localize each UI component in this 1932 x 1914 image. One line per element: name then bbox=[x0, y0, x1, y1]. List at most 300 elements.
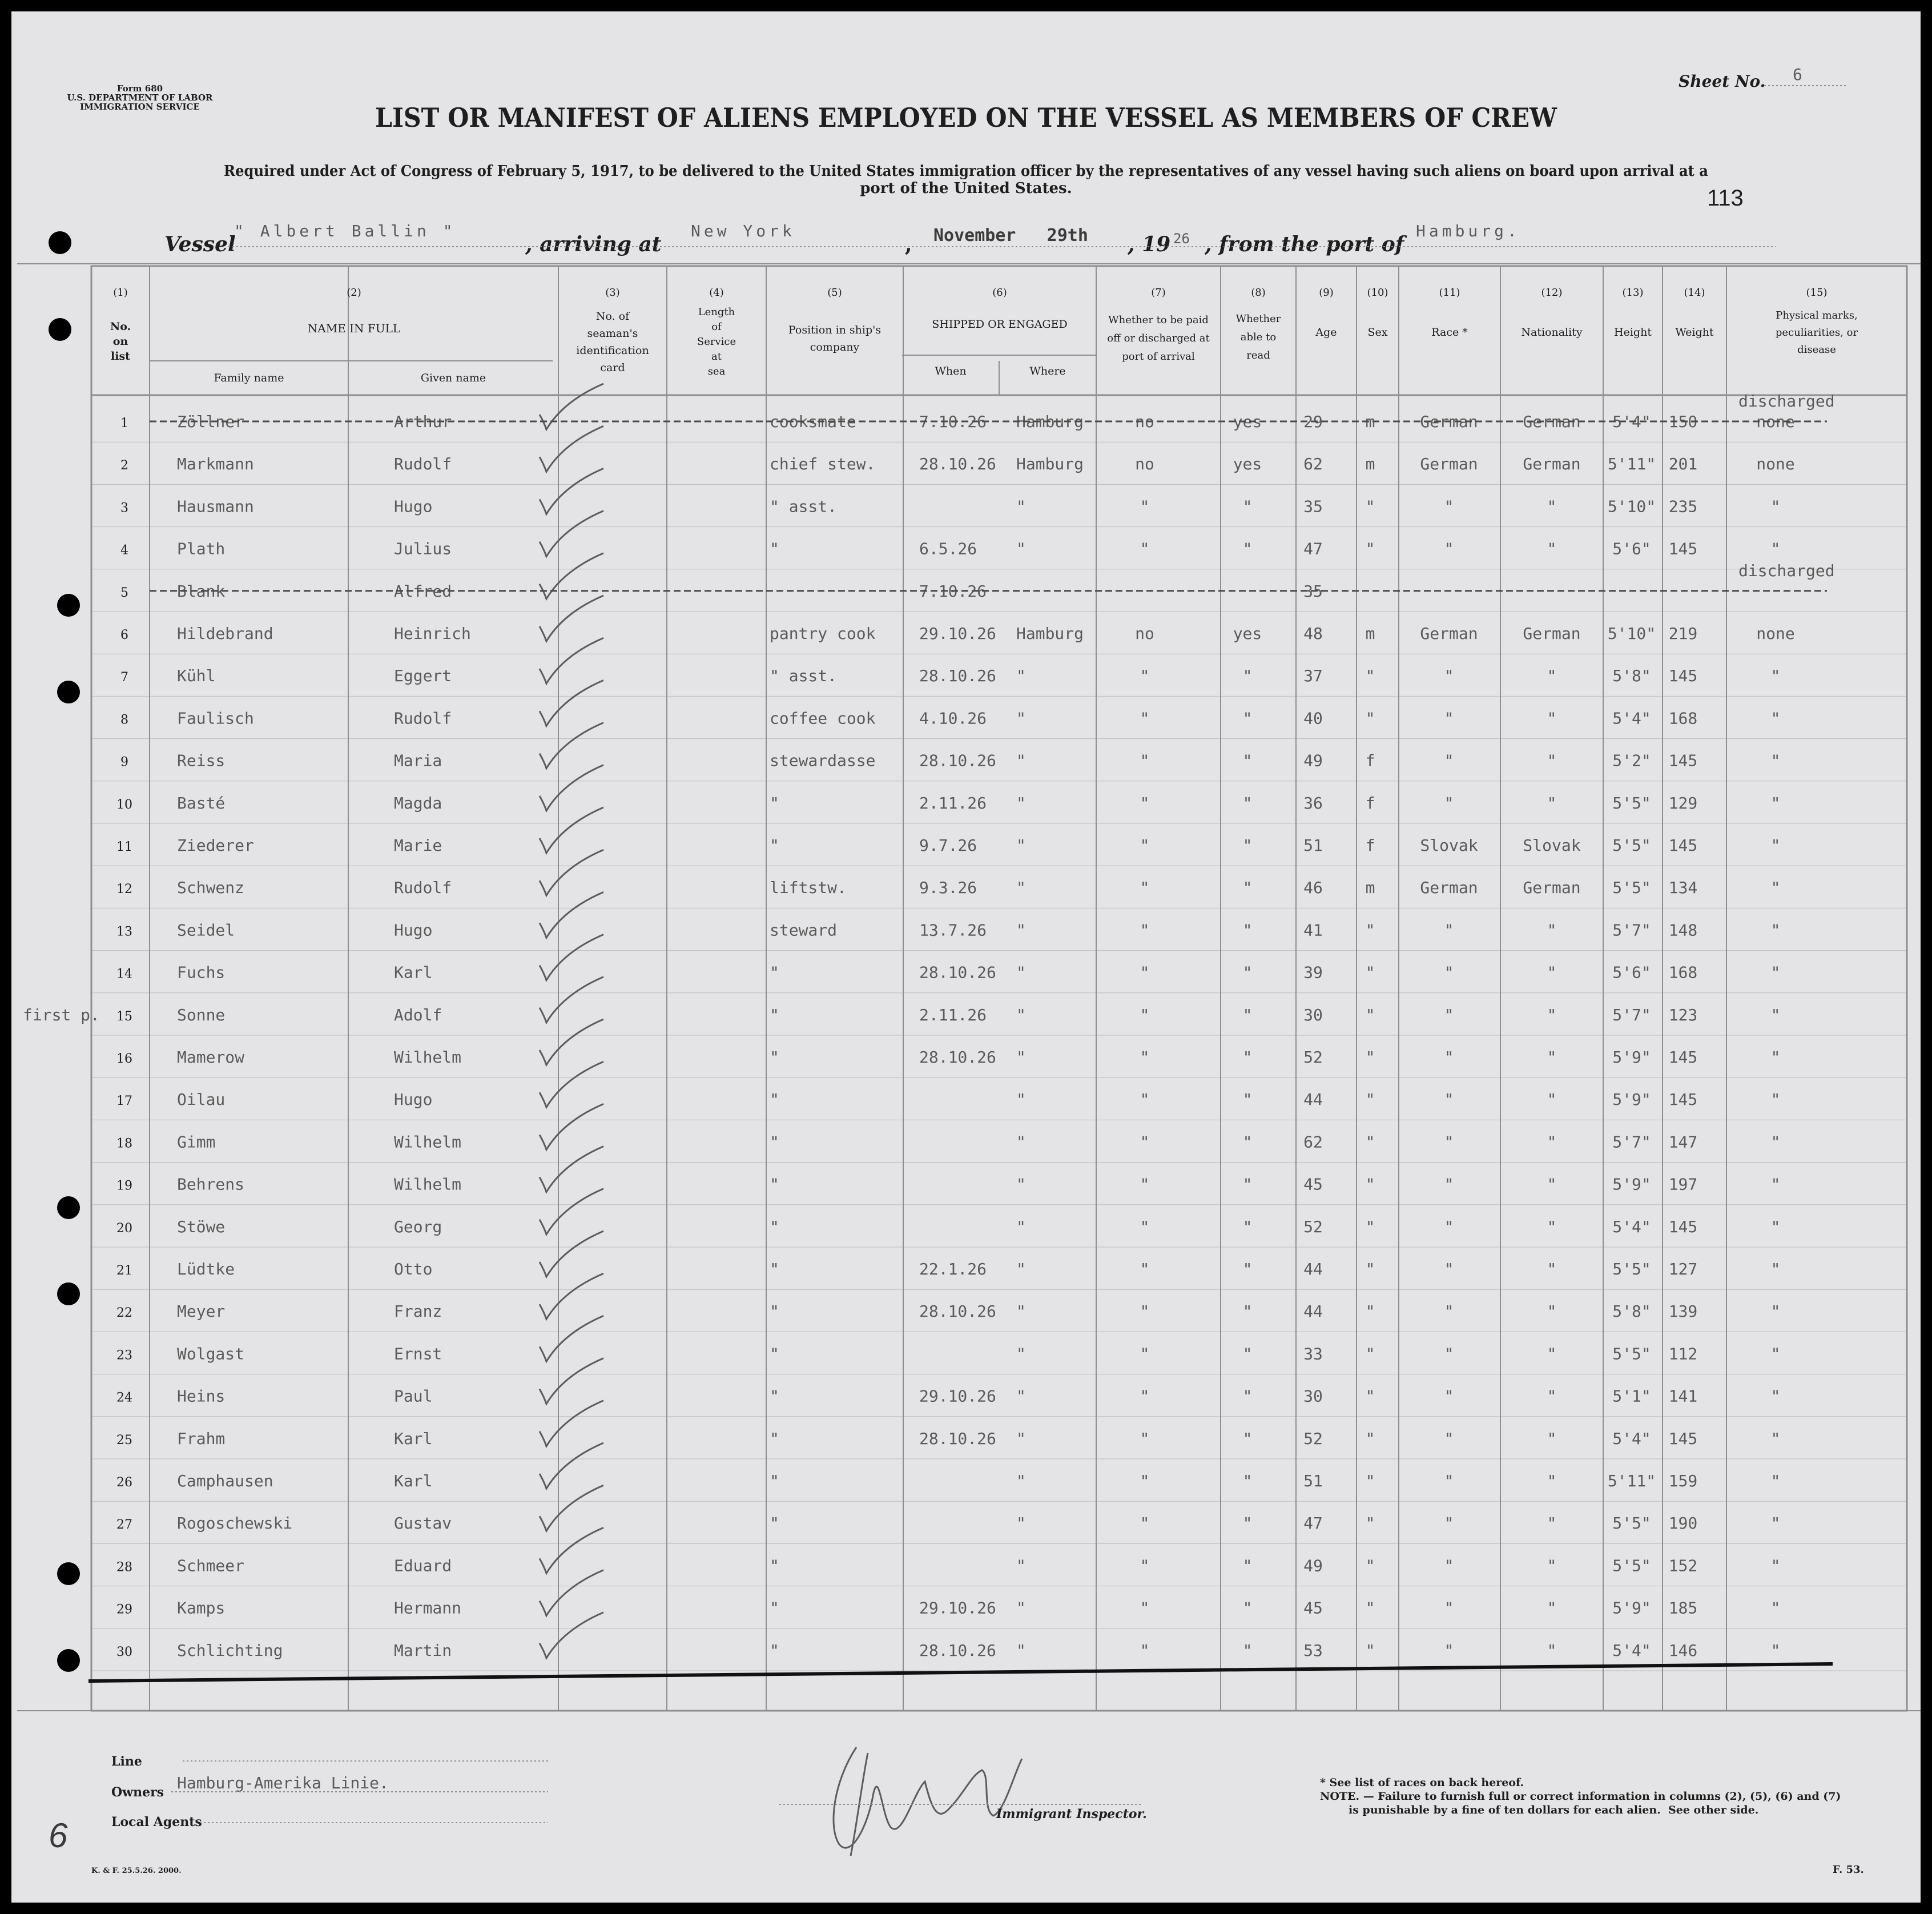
local-agents-label: Local Agents bbox=[111, 1815, 202, 1829]
cell-where: " bbox=[1016, 878, 1026, 898]
cell-where: " bbox=[1016, 1429, 1026, 1448]
cell-race: " bbox=[1444, 1556, 1454, 1575]
cell-paid: " bbox=[1140, 1556, 1150, 1575]
binder-hole bbox=[57, 1562, 80, 1585]
cell-marks: " bbox=[1770, 1175, 1781, 1194]
cell-weight: 145 bbox=[1668, 1090, 1698, 1109]
cell-paid: " bbox=[1140, 920, 1150, 940]
cell-given: Ernst bbox=[394, 1344, 442, 1364]
cell-sex: m bbox=[1365, 624, 1375, 643]
cell-read: " bbox=[1242, 1048, 1253, 1067]
row-number: 21 bbox=[116, 1264, 132, 1278]
cell-height: 5'5" bbox=[1612, 1556, 1651, 1575]
cell-given: Wilhelm bbox=[394, 1048, 462, 1067]
cell-race: " bbox=[1444, 666, 1454, 686]
cell-nationality: " bbox=[1547, 1217, 1557, 1236]
cell-race: " bbox=[1444, 1386, 1454, 1406]
cell-race: " bbox=[1444, 1090, 1454, 1109]
cell-age: 30 bbox=[1303, 1005, 1323, 1024]
row-number: 13 bbox=[116, 924, 132, 939]
cell-age: 49 bbox=[1303, 1556, 1323, 1575]
cell-sex: " bbox=[1365, 1217, 1375, 1236]
cell-nationality: " bbox=[1547, 793, 1557, 813]
header-c11: Race * bbox=[1431, 326, 1468, 339]
cell-age: 48 bbox=[1303, 624, 1323, 643]
cell-read: " bbox=[1242, 666, 1253, 686]
cell-weight: 185 bbox=[1668, 1598, 1698, 1618]
cell-family: Behrens bbox=[177, 1175, 245, 1194]
cell-height: 5'1" bbox=[1612, 1386, 1651, 1406]
cell-weight: 139 bbox=[1668, 1302, 1698, 1321]
header-c5-num: (5) bbox=[827, 287, 842, 299]
cell-read: yes bbox=[1233, 412, 1262, 431]
cell-where: " bbox=[1016, 1090, 1026, 1109]
header-c14-num: (14) bbox=[1684, 287, 1705, 299]
cell-marks: " bbox=[1770, 793, 1781, 813]
row-number: 28 bbox=[116, 1560, 132, 1575]
cell-family: Blank bbox=[177, 581, 226, 601]
cell-given: Hugo bbox=[394, 920, 433, 940]
cell-paid: " bbox=[1140, 836, 1150, 855]
cell-paid: " bbox=[1140, 1514, 1150, 1533]
cell-position: " bbox=[770, 1556, 779, 1575]
cell-race: German bbox=[1420, 412, 1478, 431]
row-number: 7 bbox=[120, 670, 128, 685]
cell-when: 28.10.26 bbox=[919, 1640, 996, 1660]
cell-paid: " bbox=[1140, 1048, 1150, 1067]
cell-paid: no bbox=[1135, 624, 1154, 643]
year-suffix: 26 bbox=[1173, 231, 1190, 247]
cell-where: Hamburg bbox=[1016, 624, 1084, 643]
discharged-note: discharged bbox=[1738, 561, 1835, 580]
cell-family: Camphausen bbox=[177, 1471, 273, 1490]
cell-sex: " bbox=[1365, 1005, 1375, 1024]
cell-paid: " bbox=[1140, 878, 1150, 898]
row-number: 11 bbox=[116, 840, 132, 854]
header-c4: Length of Service at sea bbox=[697, 306, 736, 377]
cell-race: " bbox=[1444, 1132, 1454, 1152]
cell-nationality: German bbox=[1523, 878, 1581, 898]
cell-paid: " bbox=[1140, 709, 1150, 728]
service: IMMIGRATION SERVICE bbox=[80, 102, 200, 112]
header-c12-num: (12) bbox=[1541, 287, 1563, 299]
arrival-port: New York bbox=[691, 222, 795, 240]
row-number: 8 bbox=[120, 713, 128, 727]
cell-nationality: " bbox=[1547, 1132, 1557, 1152]
cell-height: 5'4" bbox=[1612, 412, 1651, 431]
cell-read: " bbox=[1242, 1260, 1253, 1278]
cell-given: Georg bbox=[394, 1217, 442, 1236]
cell-age: 35 bbox=[1303, 581, 1323, 601]
cell-nationality: " bbox=[1547, 1260, 1557, 1278]
cell-sex: " bbox=[1365, 1260, 1375, 1278]
fine-note-2: is punishable by a fine of ten dollars for each alien. See other side. bbox=[1349, 1804, 1759, 1816]
cell-height: 5'8" bbox=[1612, 1302, 1651, 1321]
cell-nationality: " bbox=[1547, 497, 1557, 516]
cell-sex: m bbox=[1365, 412, 1375, 431]
cell-nationality: " bbox=[1547, 963, 1557, 982]
cell-paid: " bbox=[1140, 1217, 1150, 1236]
cell-given: Wilhelm bbox=[394, 1175, 462, 1194]
cell-height: 5'11" bbox=[1607, 455, 1656, 474]
cell-race: German bbox=[1420, 624, 1478, 643]
binder-hole bbox=[49, 231, 71, 254]
cell-weight: 197 bbox=[1668, 1175, 1698, 1194]
cell-family: Oilau bbox=[177, 1090, 226, 1109]
header-c11-num: (11) bbox=[1439, 287, 1460, 299]
header-c6-where: Where bbox=[1029, 365, 1066, 377]
cell-family: Ziederer bbox=[177, 836, 254, 855]
cell-family: Reiss bbox=[177, 751, 226, 770]
cell-position: " bbox=[770, 1344, 779, 1364]
cell-read: " bbox=[1242, 751, 1253, 770]
cell-weight: 145 bbox=[1668, 1429, 1698, 1448]
owners-label: Owners bbox=[111, 1785, 164, 1800]
cell-when: 29.10.26 bbox=[919, 1386, 996, 1406]
cell-given: Gustav bbox=[394, 1514, 452, 1533]
cell-read: " bbox=[1242, 1132, 1253, 1152]
header-c2: NAME IN FULL bbox=[307, 321, 401, 335]
cell-sex: " bbox=[1365, 1344, 1375, 1364]
cell-where: " bbox=[1016, 666, 1026, 686]
cell-marks: " bbox=[1770, 963, 1781, 982]
cell-nationality: Slovak bbox=[1523, 836, 1581, 855]
cell-weight: 148 bbox=[1668, 920, 1698, 940]
cell-marks: " bbox=[1770, 1640, 1781, 1660]
cell-position: " asst. bbox=[770, 497, 838, 516]
row-number: 17 bbox=[116, 1094, 132, 1109]
cell-sex: f bbox=[1365, 793, 1375, 813]
cell-given: Adolf bbox=[394, 1005, 442, 1024]
cell-nationality: " bbox=[1547, 539, 1557, 558]
cell-nationality: " bbox=[1547, 751, 1557, 770]
cell-weight: 190 bbox=[1668, 1514, 1698, 1533]
cell-age: 51 bbox=[1303, 1471, 1323, 1490]
cell-age: 47 bbox=[1303, 539, 1323, 558]
header-c1-num: (1) bbox=[113, 287, 128, 299]
cell-paid: " bbox=[1140, 1344, 1150, 1364]
cell-read: " bbox=[1242, 1175, 1253, 1194]
cell-race: " bbox=[1444, 1514, 1454, 1533]
cell-given: Hermann bbox=[394, 1598, 462, 1618]
cell-paid: " bbox=[1140, 1260, 1150, 1278]
cell-given: Franz bbox=[394, 1302, 442, 1321]
cell-race: " bbox=[1444, 709, 1454, 728]
cell-height: 5'4" bbox=[1612, 1429, 1651, 1448]
row-number: 4 bbox=[120, 543, 128, 558]
owners-value: Hamburg-Amerika Linie. bbox=[177, 1774, 389, 1792]
sheet-number: 6 bbox=[1793, 65, 1802, 84]
cell-given: Marie bbox=[394, 836, 442, 855]
cell-family: Stöwe bbox=[177, 1217, 226, 1236]
cell-marks: " bbox=[1770, 1302, 1781, 1321]
cell-height: 5'5" bbox=[1612, 793, 1651, 813]
cell-where: " bbox=[1016, 1598, 1026, 1618]
department: U.S. DEPARTMENT OF LABOR bbox=[67, 93, 213, 103]
from-port-label: , from the port of bbox=[1205, 232, 1404, 256]
cell-position: " bbox=[770, 1090, 779, 1109]
cell-family: Schlichting bbox=[177, 1640, 283, 1660]
cell-where: " bbox=[1016, 1556, 1026, 1575]
header-c6: SHIPPED OR ENGAGED bbox=[932, 318, 1068, 331]
cell-nationality: German bbox=[1523, 455, 1581, 474]
cell-position: " bbox=[770, 1048, 779, 1067]
row-number: 10 bbox=[116, 797, 132, 812]
cell-family: Lüdtke bbox=[177, 1260, 235, 1278]
header-c7-num: (7) bbox=[1151, 287, 1166, 299]
cell-weight: 112 bbox=[1668, 1344, 1698, 1364]
row-number: 15 bbox=[116, 1009, 132, 1024]
binder-hole bbox=[49, 318, 71, 341]
cell-race: " bbox=[1444, 920, 1454, 940]
cell-marks: " bbox=[1770, 1471, 1781, 1490]
row-number: 12 bbox=[116, 882, 132, 897]
cell-when: 29.10.26 bbox=[919, 1598, 996, 1618]
cell-given: Otto bbox=[394, 1260, 433, 1278]
header-c13-num: (13) bbox=[1622, 287, 1644, 299]
cell-weight: 159 bbox=[1668, 1471, 1698, 1490]
cell-paid: no bbox=[1135, 412, 1154, 431]
cell-position: " bbox=[770, 1005, 779, 1024]
cell-position: " bbox=[770, 1598, 779, 1618]
cell-weight: 150 bbox=[1668, 412, 1698, 431]
cell-where: " bbox=[1016, 793, 1026, 813]
cell-position: " bbox=[770, 1429, 779, 1448]
cell-sex: " bbox=[1365, 666, 1375, 686]
cell-race: German bbox=[1420, 878, 1478, 898]
header-c7: Whether to be paid off or discharged at port of arrival bbox=[1107, 314, 1210, 363]
cell-family: Mamerow bbox=[177, 1048, 245, 1067]
cell-age: 35 bbox=[1303, 497, 1323, 516]
page-number: 113 bbox=[1707, 186, 1744, 211]
row-number: 2 bbox=[120, 459, 128, 473]
cell-height: 5'4" bbox=[1612, 709, 1651, 728]
cell-sex: " bbox=[1365, 1640, 1375, 1660]
cell-age: 62 bbox=[1303, 1132, 1323, 1152]
cell-position: " bbox=[770, 1302, 779, 1321]
cell-position: " bbox=[770, 963, 779, 982]
cell-paid: " bbox=[1140, 1386, 1150, 1406]
origin-port: Hamburg. bbox=[1416, 222, 1520, 240]
header-c12: Nationality bbox=[1521, 326, 1583, 339]
cell-age: 40 bbox=[1303, 709, 1323, 728]
cell-age: 45 bbox=[1303, 1175, 1323, 1194]
row-number: 27 bbox=[116, 1518, 132, 1533]
cell-race: " bbox=[1444, 1302, 1454, 1321]
cell-where: " bbox=[1016, 1386, 1026, 1406]
cell-height: 5'9" bbox=[1612, 1048, 1651, 1067]
sheet-label: Sheet No. bbox=[1679, 72, 1766, 91]
cell-weight: 235 bbox=[1668, 497, 1698, 516]
cell-where: Hamburg bbox=[1016, 455, 1084, 474]
cell-sex: " bbox=[1365, 1598, 1375, 1618]
cell-when: 2.11.26 bbox=[919, 1005, 987, 1024]
cell-read: " bbox=[1242, 1217, 1253, 1236]
cell-read: yes bbox=[1233, 624, 1262, 643]
cell-age: 41 bbox=[1303, 920, 1323, 940]
cell-weight: 152 bbox=[1668, 1556, 1698, 1575]
cell-position: chief stew. bbox=[770, 455, 876, 474]
cell-given: Alfred bbox=[394, 581, 452, 601]
row-number: 20 bbox=[116, 1221, 132, 1236]
cell-family: Wolgast bbox=[177, 1344, 245, 1364]
cell-age: 51 bbox=[1303, 836, 1323, 855]
cell-given: Karl bbox=[394, 1429, 433, 1448]
cell-family: Hausmann bbox=[177, 497, 254, 516]
cell-position: cooksmate bbox=[770, 412, 856, 431]
cell-given: Maria bbox=[394, 751, 442, 770]
cell-given: Karl bbox=[394, 963, 433, 982]
cell-when: 22.1.26 bbox=[919, 1260, 987, 1278]
cell-read: yes bbox=[1233, 455, 1262, 474]
cell-when: 28.10.26 bbox=[919, 1429, 996, 1448]
cell-sex: " bbox=[1365, 497, 1375, 516]
cell-family: Seidel bbox=[177, 920, 235, 940]
cell-race: Slovak bbox=[1420, 836, 1478, 855]
cell-age: 52 bbox=[1303, 1048, 1323, 1067]
cell-nationality: " bbox=[1547, 1429, 1557, 1448]
cell-marks: " bbox=[1770, 1514, 1781, 1533]
cell-family: Schwenz bbox=[177, 878, 245, 898]
cell-sex: m bbox=[1365, 455, 1375, 474]
cell-when: 13.7.26 bbox=[919, 920, 987, 940]
cell-read: " bbox=[1242, 963, 1253, 982]
cell-read: " bbox=[1242, 1429, 1253, 1448]
cell-paid: no bbox=[1135, 455, 1154, 474]
cell-sex: f bbox=[1365, 836, 1375, 855]
header-c10-num: (10) bbox=[1367, 287, 1388, 299]
header-c8-num: (8) bbox=[1251, 287, 1266, 299]
cell-race: " bbox=[1444, 539, 1454, 558]
race-note: * See list of races on back hereof. bbox=[1320, 1776, 1524, 1789]
cell-read: " bbox=[1242, 878, 1253, 898]
cell-given: Rudolf bbox=[394, 878, 452, 898]
cell-age: 53 bbox=[1303, 1640, 1323, 1660]
header-c1: No. on list bbox=[110, 320, 131, 363]
row-number: 29 bbox=[116, 1602, 132, 1617]
cell-marks: " bbox=[1770, 1048, 1781, 1067]
cell-position: " bbox=[770, 1471, 779, 1490]
cell-height: 5'7" bbox=[1612, 920, 1651, 940]
cell-given: Paul bbox=[394, 1386, 433, 1406]
cell-read: " bbox=[1242, 836, 1253, 855]
binder-hole bbox=[57, 1196, 80, 1219]
cell-where: " bbox=[1016, 1302, 1026, 1321]
cell-weight: 123 bbox=[1668, 1005, 1698, 1024]
cell-when: 9.3.26 bbox=[919, 878, 977, 898]
cell-weight: 201 bbox=[1668, 455, 1698, 474]
cell-weight: 168 bbox=[1668, 709, 1698, 728]
cell-race: " bbox=[1444, 1217, 1454, 1236]
cell-family: Gimm bbox=[177, 1132, 216, 1152]
cell-family: Basté bbox=[177, 793, 226, 813]
cell-height: 5'5" bbox=[1612, 1260, 1651, 1278]
cell-read: " bbox=[1242, 709, 1253, 728]
cell-nationality: " bbox=[1547, 1386, 1557, 1406]
cell-position: " bbox=[770, 539, 779, 558]
cell-race: " bbox=[1444, 1640, 1454, 1660]
cell-given: Karl bbox=[394, 1471, 433, 1490]
cell-position: " bbox=[770, 793, 779, 813]
cell-family: Frahm bbox=[177, 1429, 226, 1448]
cell-where: " bbox=[1016, 963, 1026, 982]
cell-weight: 145 bbox=[1668, 1048, 1698, 1067]
cell-family: Markmann bbox=[177, 455, 254, 474]
cell-height: 5'2" bbox=[1612, 751, 1651, 770]
cell-when: 28.10.26 bbox=[919, 666, 996, 686]
cell-read: " bbox=[1242, 539, 1253, 558]
cell-nationality: " bbox=[1547, 1090, 1557, 1109]
cell-marks: " bbox=[1770, 709, 1781, 728]
cell-paid: " bbox=[1140, 666, 1150, 686]
cell-weight: 145 bbox=[1668, 836, 1698, 855]
cell-nationality: " bbox=[1547, 1344, 1557, 1364]
cell-weight: 147 bbox=[1668, 1132, 1698, 1152]
cell-sex: " bbox=[1365, 1090, 1375, 1109]
cell-given: Eggert bbox=[394, 666, 452, 686]
cell-paid: " bbox=[1140, 1471, 1150, 1490]
cell-position: " bbox=[770, 1217, 779, 1236]
cell-when: 28.10.26 bbox=[919, 751, 996, 770]
cell-height: 5'7" bbox=[1612, 1132, 1651, 1152]
cell-read: " bbox=[1242, 1302, 1253, 1321]
row-number: 30 bbox=[116, 1644, 132, 1659]
cell-read: " bbox=[1242, 1598, 1253, 1618]
header-c3-num: (3) bbox=[605, 287, 620, 299]
cell-where: " bbox=[1016, 1471, 1026, 1490]
cell-sex: " bbox=[1365, 920, 1375, 940]
cell-sex: " bbox=[1365, 1302, 1375, 1321]
cell-marks: " bbox=[1770, 920, 1781, 940]
cell-position: " bbox=[770, 1640, 779, 1660]
cell-age: 33 bbox=[1303, 1344, 1323, 1364]
cell-weight: 145 bbox=[1668, 666, 1698, 686]
cell-marks: " bbox=[1770, 1598, 1781, 1618]
cell-position: " asst. bbox=[770, 666, 838, 686]
cell-position: coffee cook bbox=[770, 709, 876, 728]
cell-sex: " bbox=[1365, 539, 1375, 558]
row-number: 1 bbox=[120, 416, 128, 431]
row-number: 16 bbox=[116, 1052, 132, 1066]
cell-sex: " bbox=[1365, 1386, 1375, 1406]
cell-race: " bbox=[1444, 963, 1454, 982]
cell-where: " bbox=[1016, 1175, 1026, 1194]
cell-paid: " bbox=[1140, 793, 1150, 813]
row-number: 5 bbox=[120, 585, 128, 600]
form-number: Form 680 bbox=[116, 83, 163, 94]
cell-given: Eduard bbox=[394, 1556, 452, 1575]
cell-given: Magda bbox=[394, 793, 442, 813]
cell-marks: " bbox=[1770, 1260, 1781, 1278]
cell-weight: 129 bbox=[1668, 793, 1698, 813]
binder-hole bbox=[57, 681, 80, 703]
cell-where: " bbox=[1016, 1640, 1026, 1660]
cell-nationality: " bbox=[1547, 1048, 1557, 1067]
cell-marks: none bbox=[1756, 624, 1795, 643]
cell-read: " bbox=[1242, 1556, 1253, 1575]
header-c2-family: Family name bbox=[214, 372, 284, 384]
row-number: 3 bbox=[120, 501, 128, 516]
header-c9: Age bbox=[1315, 326, 1337, 339]
cell-height: 5'6" bbox=[1612, 539, 1651, 558]
margin-note: first p. bbox=[23, 1005, 100, 1024]
cell-weight: 145 bbox=[1668, 1217, 1698, 1236]
cell-race: " bbox=[1444, 1048, 1454, 1067]
header-c15-num: (15) bbox=[1806, 287, 1828, 299]
subtitle-line-1: Required under Act of Congress of February 5, 1917, to be delivered to the United States immigration officer by the representatives of any vessel having such aliens on board upon arrival at a bbox=[224, 163, 1709, 180]
cell-height: 5'7" bbox=[1612, 1005, 1651, 1024]
cell-where: Hamburg bbox=[1016, 412, 1084, 431]
